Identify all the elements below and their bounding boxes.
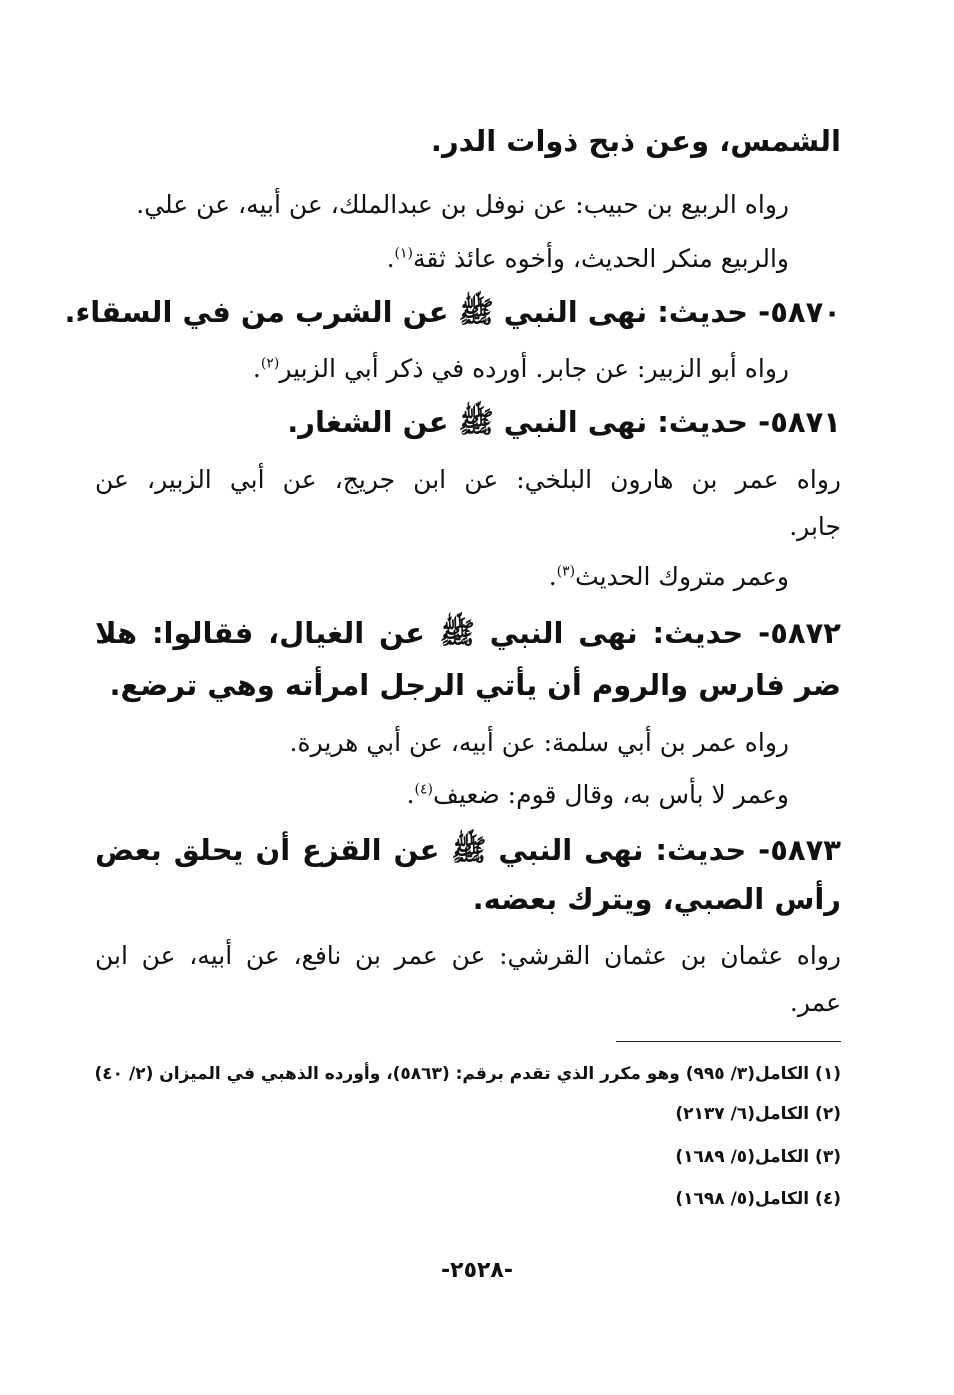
text-line <box>253 354 789 383</box>
text-line: رواه عمر بن هارون البلخي: عن ابن جريج، عن أبي الزبير، عن <box>95 465 841 494</box>
hadith-heading-5870: ٥٨٧٠- حديث: نهى النبي ﷺ عن الشرب من في السقاء. <box>64 295 841 329</box>
footnote-2: (٢) الكامل(٦/ ٢١٣٧) <box>675 1104 841 1124</box>
text-line: رواه عثمان بن عثمان القرشي: عن عمر بن نافع، عن أبيه، عن ابن <box>95 941 841 970</box>
footnote-ref: (٤) <box>414 781 434 798</box>
footnote-divider <box>616 1041 841 1042</box>
text-line: الشمس، وعن ذبح ذوات الدر. <box>430 124 841 158</box>
text-line: جابر. <box>789 512 841 541</box>
text-line: عمر. <box>789 988 841 1017</box>
text-line <box>407 780 789 809</box>
hadith-heading-5871: ٥٨٧١- حديث: نهى النبي ﷺ عن الشغار. <box>287 405 841 439</box>
footnote-ref: (٣) <box>556 563 576 580</box>
footnote-4: (٤) الكامل(٥/ ١٦٩٨) <box>675 1189 841 1209</box>
hadith-heading-5872: ٥٨٧٢- حديث: نهى النبي ﷺ عن الغيال، فقالوا: هلا <box>95 616 841 650</box>
line-end: . <box>406 780 415 809</box>
page-number: -٢٥٢٨- <box>441 1258 513 1283</box>
line-text: والربيع منكر الحديث، وأخوه عائذ ثقة <box>412 244 789 273</box>
hadith-heading-5873: ٥٨٧٣- حديث: نهى النبي ﷺ عن القزع أن يحلق بعض <box>95 833 841 867</box>
footnote-ref: (٢) <box>260 355 280 372</box>
footnote-ref: (١) <box>394 245 413 262</box>
line-end: . <box>548 562 557 591</box>
line-text: وعمر متروك الحديث <box>575 562 789 591</box>
footnote-1: (١) الكامل(٣/ ٩٩٥) وهو مكرر الذي تقدم برقم: (٥٨٦٣)، وأورده الذهبي في الميزان (٢/ ٤٠) <box>94 1064 841 1084</box>
footnote-3: (٣) الكامل(٥/ ١٦٨٩) <box>675 1147 841 1167</box>
hadith-heading-5872-cont: ضر فارس والروم أن يأتي الرجل امرأته وهي ترضع. <box>109 668 841 702</box>
line-end: . <box>386 244 395 273</box>
text-line: رواه عمر بن أبي سلمة: عن أبيه، عن أبي هريرة. <box>289 728 789 757</box>
line-text: رواه أبو الزبير: عن جابر. أورده في ذكر أبي الزبير <box>279 354 789 383</box>
line-text: وعمر لا بأس به، وقال قوم: ضعيف <box>433 780 789 809</box>
text-line <box>387 244 789 273</box>
hadith-heading-5873-cont: رأس الصبي، ويترك بعضه. <box>472 882 841 916</box>
line-end: . <box>252 354 261 383</box>
text-line: رواه الربيع بن حبيب: عن نوفل بن عبدالملك، عن أبيه، عن علي. <box>136 190 789 219</box>
text-line <box>549 562 789 591</box>
